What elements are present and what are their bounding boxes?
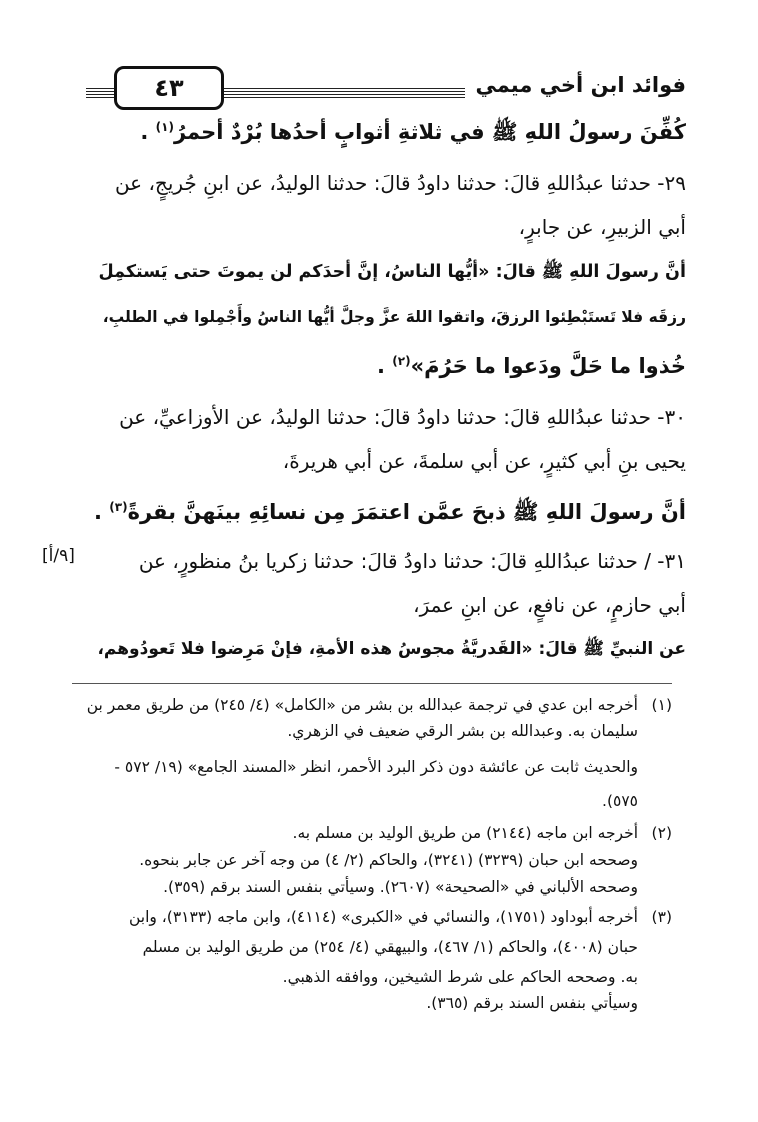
- footnote-1-line4: ٥٧٥).: [602, 792, 638, 810]
- book-title: فوائد ابن أخي ميمي: [465, 66, 686, 104]
- matn-end: .: [376, 354, 393, 378]
- isnad-30-line1: ٣٠- حدثنا عبدُاللهِ قالَ: حدثنا داودُ قالَ: حدثنا الوليدُ، عن الأوزاعيِّ، عن: [119, 405, 686, 429]
- page-number-box: [114, 66, 224, 110]
- matn-31-line1: عن النبيِّ ﷺ قالَ: «القَدريَّةُ مجوسُ هذه الأمةِ، فإنْ مَرِضوا فلا تَعودُوهم،: [97, 639, 686, 659]
- matn-text: كُفِّنَ رسولُ اللهِ ﷺ في ثلاثةِ أثوابٍ أحدُها بُرْدٌ أحمرُ: [173, 120, 686, 144]
- footnote-3-line2: حبان (٤٠٠٨)، والحاكم (١/ ٤٦٧)، والبيهقي (٤/ ٢٥٤) من طريق الوليد بن مسلم: [142, 938, 638, 956]
- isnad-30-line2: يحيى بنِ أبي كثيرٍ، عن أبي سلمةَ، عن أبي هريرةَ،: [282, 449, 686, 473]
- isnad-31-line1: ٣١- / حدثنا عبدُاللهِ قالَ: حدثنا داودُ قالَ: حدثنا زكريا بنُ منظورٍ، عن: [138, 549, 686, 573]
- manuscript-folio-marker: [٩/أ]: [42, 546, 75, 566]
- footnotes: [72, 694, 672, 1054]
- footnote-1-line1: أخرجه ابن عدي في ترجمة عبدالله بن بشر من «الكامل» (٤/ ٢٤٥) من طريق معمر بن: [86, 696, 638, 714]
- footnote-2-line1: أخرجه ابن ماجه (٢١٤٤) من طريق الوليد بن مسلم به.: [292, 824, 638, 842]
- matn-end: .: [93, 500, 110, 524]
- matn-end: .: [140, 120, 156, 144]
- footnote-2-line3: وصححه الألباني في «الصحيحة» (٢٦٠٧). وسيأتي بنفس السند برقم (٣٥٩).: [163, 878, 638, 896]
- page-number: ٤٣: [154, 74, 184, 102]
- matn-text: خُذوا ما حَلَّ ودَعوا ما حَرُمَ»: [410, 354, 686, 378]
- footnote-number-1: (١): [651, 696, 672, 714]
- footnote-1-line3: والحديث ثابت عن عائشة دون ذكر البرد الأحمر، انظر «المسند الجامع» (١٩/ ٥٧٢ -: [114, 758, 638, 776]
- matn-29-line1: أنَّ رسولَ اللهِ ﷺ قالَ: «أيُّها الناسُ، إنَّ أحدَكم لن يموتَ حتى يَستكمِلَ: [98, 262, 686, 282]
- isnad-29-line1: ٢٩- حدثنا عبدُاللهِ قالَ: حدثنا داودُ قالَ: حدثنا الوليدُ، عن ابنِ جُريجٍ، عن: [114, 171, 686, 195]
- matn-text: أنَّ رسولَ اللهِ ﷺ ذبحَ عمَّن اعتمَرَ مِن نسائِهِ بينَهنَّ بقرةً: [127, 500, 686, 524]
- footnote-3-line3: به. وصححه الحاكم على شرط الشيخين، ووافقه الذهبي.: [282, 968, 638, 986]
- footnote-1-line2: سليمان به. وعبدالله بن بشر الرقي ضعيف في الزهري.: [287, 722, 638, 740]
- isnad-29-line2: أبي الزبيرِ، عن جابرٍ،: [518, 215, 686, 239]
- footnote-2-line2: وصححه ابن حبان (٣٢٣٩) (٣٢٤١)، والحاكم (٢/ ٤) من وجه آخر عن جابر بنحوه.: [139, 851, 638, 869]
- footnote-number-3: (٣): [651, 908, 672, 926]
- footnote-separator: [72, 683, 672, 684]
- footnote-ref-1: (١): [155, 120, 174, 134]
- footnote-3-line4: وسيأتي بنفس السند برقم (٣٦٥).: [426, 994, 638, 1012]
- footnote-ref-3: (٣): [109, 500, 128, 514]
- footnote-ref-2: (٢): [392, 354, 411, 368]
- matn-29-line2: رزقَه فلا تَستَبْطِئوا الرزقَ، واتقوا اللهَ عزَّ وجلَّ أيُّها الناسُ وأَجْمِلوا في الطلبِ،: [102, 308, 686, 326]
- footnote-3-line1: أخرجه أبوداود (١٧٥١)، والنسائي في «الكبرى» (٤١١٤)، وابن ماجه (٣١٣٣)، وابن: [128, 908, 638, 926]
- main-text: [86, 112, 686, 672]
- hadith-matn-28: [140, 112, 686, 147]
- footnote-number-2: (٢): [651, 824, 672, 842]
- matn-30: [94, 492, 686, 527]
- matn-29-line3: [377, 346, 686, 381]
- page-header: [86, 66, 686, 106]
- isnad-31-line2: أبي حازمٍ، عن نافعٍ، عن ابنِ عمرَ،: [413, 593, 686, 617]
